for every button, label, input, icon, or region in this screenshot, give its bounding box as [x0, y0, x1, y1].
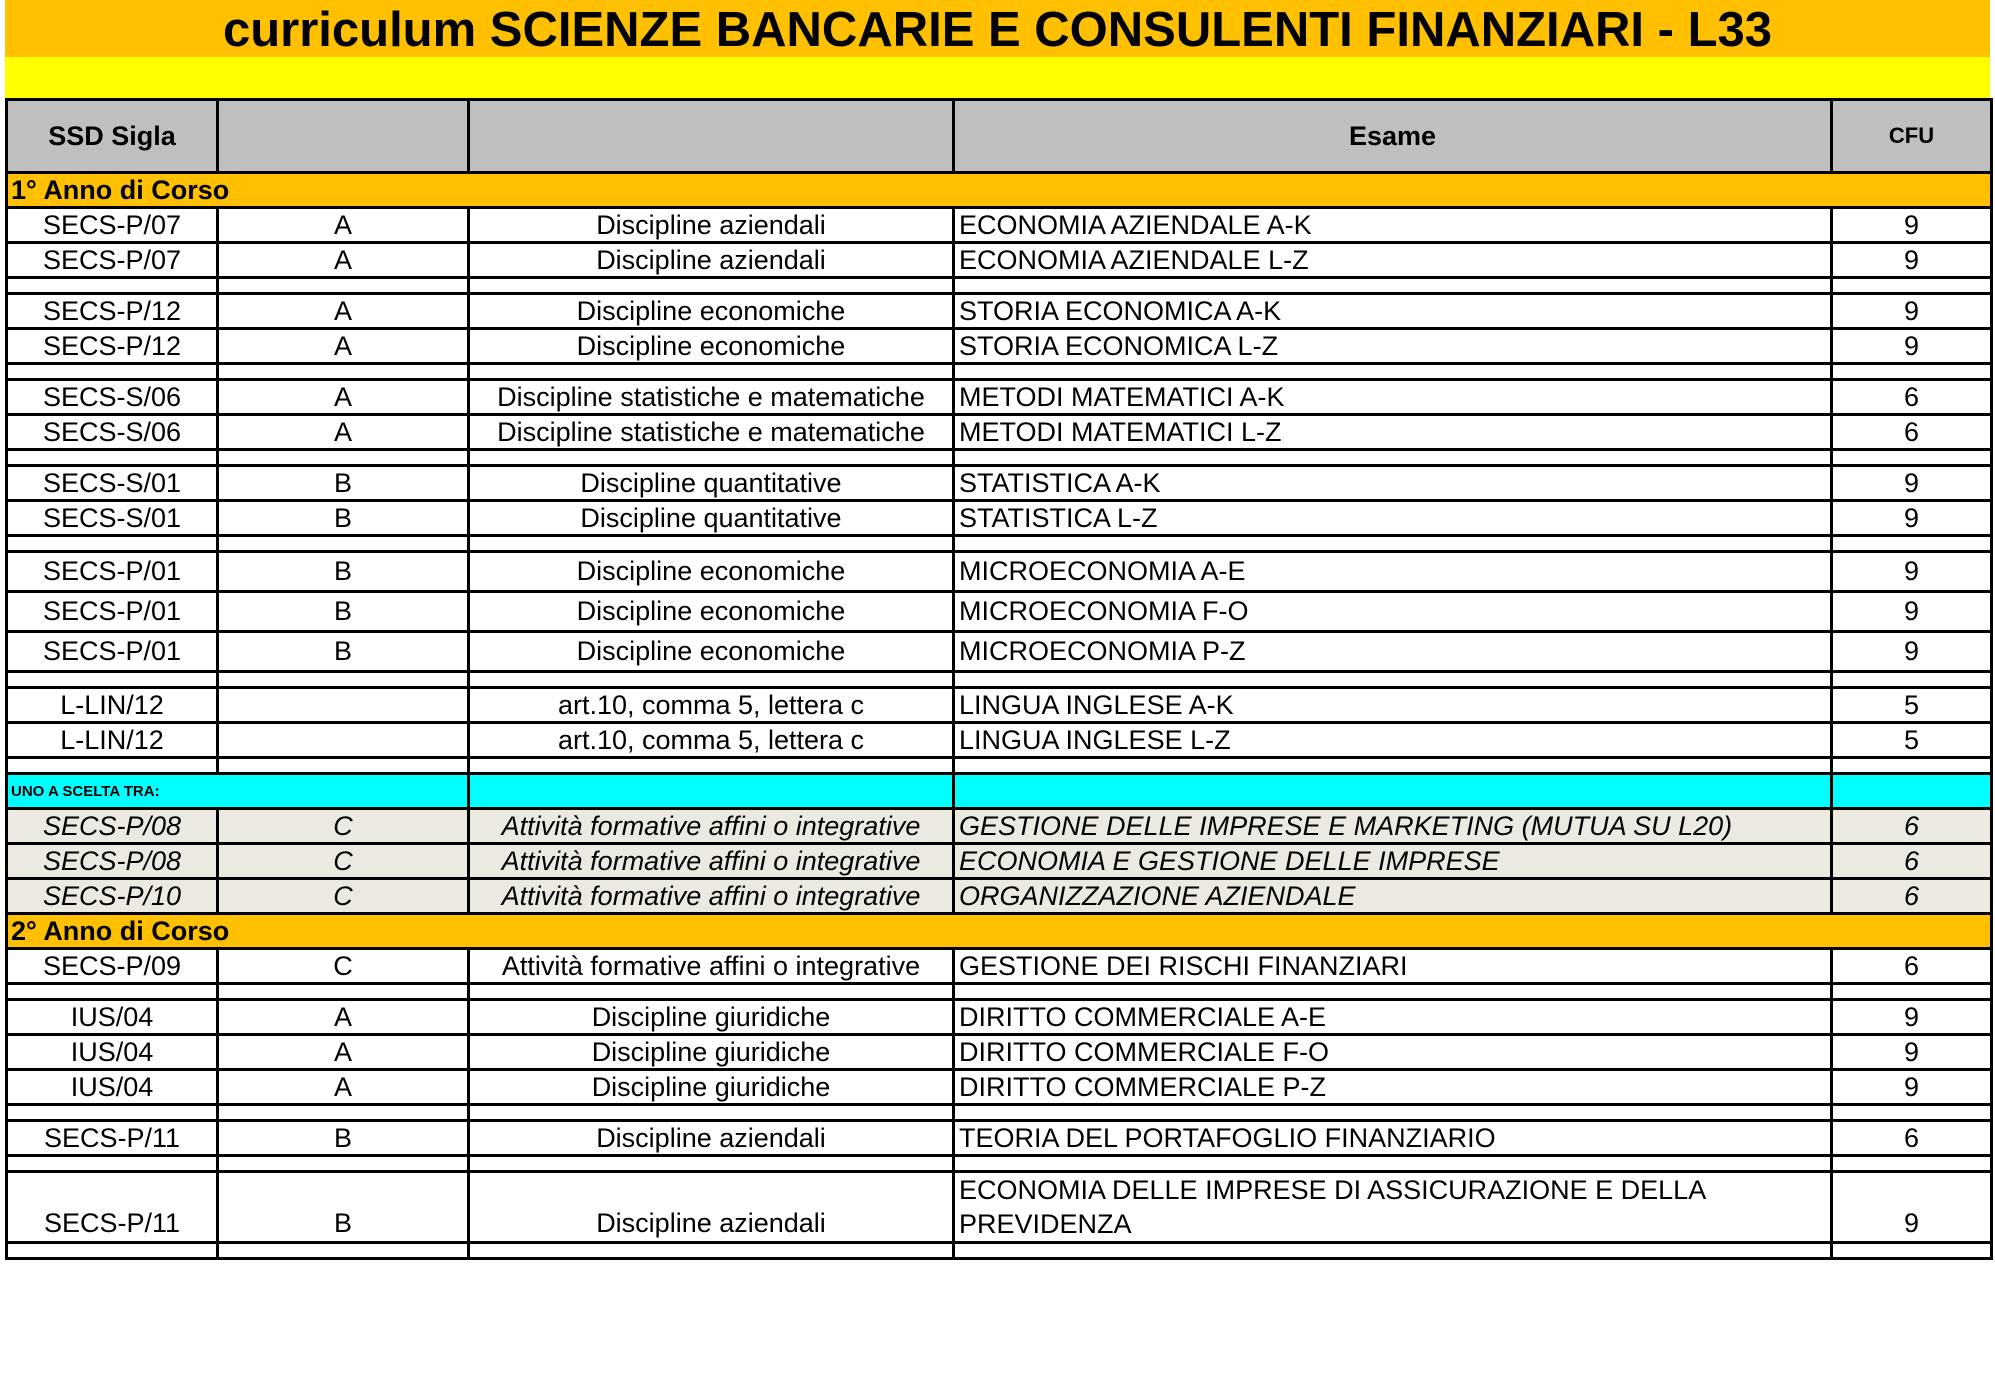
ssd-cell: IUS/04: [7, 1070, 218, 1105]
exam-cell: LINGUA INGLESE L-Z: [954, 723, 1832, 758]
ssd-cell: L-LIN/12: [7, 723, 218, 758]
elective-row: [7, 879, 1992, 914]
ssd-cell: SECS-S/06: [7, 380, 218, 415]
empty-cell: [469, 984, 954, 1000]
cfu-cell: 9: [1832, 1070, 1992, 1105]
area-cell: Discipline statistiche e matematiche: [469, 415, 954, 450]
sigla-cell: [218, 723, 469, 758]
sigla-cell: A: [218, 208, 469, 243]
empty-cell: [218, 536, 469, 552]
exam-cell: STATISTICA A-K: [954, 466, 1832, 501]
spacer-row: [7, 672, 1992, 688]
area-cell: Attività formative affini o integrative: [469, 809, 954, 844]
title-underband: [5, 57, 1990, 98]
sigla-cell: C: [218, 809, 469, 844]
exam-cell: TEORIA DEL PORTAFOGLIO FINANZIARIO: [954, 1121, 1832, 1156]
exam-cell: GESTIONE DEI RISCHI FINANZIARI: [954, 949, 1832, 984]
spacer-row: [7, 1243, 1992, 1259]
empty-cell: [7, 450, 218, 466]
spacer-row: [7, 758, 1992, 774]
cfu-cell: 6: [1832, 380, 1992, 415]
empty-cell: [218, 450, 469, 466]
area-cell: Discipline economiche: [469, 552, 954, 592]
ssd-cell: SECS-P/07: [7, 208, 218, 243]
empty-cell: [1832, 984, 1992, 1000]
cfu-cell: 9: [1832, 1172, 1992, 1243]
cfu-cell: 6: [1832, 415, 1992, 450]
empty-cell: [1832, 450, 1992, 466]
area-cell: Discipline giuridiche: [469, 1070, 954, 1105]
empty-cell: [1832, 758, 1992, 774]
course-row: [7, 632, 1992, 672]
empty-cell: [469, 364, 954, 380]
section-label: 2° Anno di Corso: [7, 914, 1992, 949]
empty-cell: [954, 984, 1832, 1000]
section-header: [7, 914, 1992, 949]
empty-cell: [218, 1243, 469, 1259]
ssd-cell: SECS-S/01: [7, 501, 218, 536]
area-cell: Discipline quantitative: [469, 466, 954, 501]
exam-cell: GESTIONE DELLE IMPRESE E MARKETING (MUTUA SU L20): [954, 809, 1832, 844]
spacer-row: [7, 536, 1992, 552]
area-cell: Discipline giuridiche: [469, 1035, 954, 1070]
exam-cell: METODI MATEMATICI L-Z: [954, 415, 1832, 450]
sigla-cell: A: [218, 294, 469, 329]
spacer-row: [7, 278, 1992, 294]
sigla-cell: B: [218, 592, 469, 632]
empty-cell: [7, 364, 218, 380]
ssd-cell: SECS-P/01: [7, 592, 218, 632]
empty-cell: [1832, 1156, 1992, 1172]
empty-cell: [469, 774, 954, 809]
header-area-column: [469, 100, 954, 173]
course-row: [7, 329, 1992, 364]
empty-cell: [1832, 364, 1992, 380]
empty-cell: [218, 984, 469, 1000]
exam-cell: MICROECONOMIA A-E: [954, 552, 1832, 592]
exam-cell: STATISTICA L-Z: [954, 501, 1832, 536]
area-cell: Discipline economiche: [469, 294, 954, 329]
exam-cell: ECONOMIA DELLE IMPRESE DI ASSICURAZIONE E DELLA PREVIDENZA: [954, 1172, 1832, 1243]
sigla-cell: A: [218, 1070, 469, 1105]
empty-cell: [954, 774, 1832, 809]
empty-cell: [1832, 536, 1992, 552]
elective-row: [7, 809, 1992, 844]
cfu-cell: 9: [1832, 592, 1992, 632]
cfu-cell: 5: [1832, 688, 1992, 723]
sigla-cell: B: [218, 632, 469, 672]
ssd-cell: SECS-P/01: [7, 552, 218, 592]
empty-cell: [469, 758, 954, 774]
spacer-row: [7, 1156, 1992, 1172]
cfu-cell: 9: [1832, 208, 1992, 243]
ssd-cell: SECS-S/06: [7, 415, 218, 450]
area-cell: art.10, comma 5, lettera c: [469, 688, 954, 723]
sigla-cell: A: [218, 243, 469, 278]
cfu-cell: 6: [1832, 844, 1992, 879]
sigla-cell: A: [218, 415, 469, 450]
cfu-cell: 6: [1832, 809, 1992, 844]
cfu-cell: 9: [1832, 1000, 1992, 1035]
empty-cell: [469, 278, 954, 294]
course-row: [7, 688, 1992, 723]
empty-cell: [954, 536, 1832, 552]
area-cell: Discipline quantitative: [469, 501, 954, 536]
empty-cell: [1832, 278, 1992, 294]
choice-label: UNO A SCELTA TRA:: [7, 774, 469, 809]
area-cell: Discipline statistiche e matematiche: [469, 380, 954, 415]
empty-cell: [7, 984, 218, 1000]
area-cell: Discipline aziendali: [469, 208, 954, 243]
area-cell: Discipline economiche: [469, 329, 954, 364]
cfu-cell: 6: [1832, 879, 1992, 914]
empty-cell: [469, 1156, 954, 1172]
exam-cell: ORGANIZZAZIONE AZIENDALE: [954, 879, 1832, 914]
table-body: [7, 173, 1992, 1259]
empty-cell: [218, 1105, 469, 1121]
page-title: curriculum SCIENZE BANCARIE E CONSULENTI FINANZIARI - L33: [5, 0, 1990, 57]
course-row: [7, 243, 1992, 278]
course-row: [7, 1172, 1992, 1243]
cfu-cell: 6: [1832, 949, 1992, 984]
area-cell: Discipline economiche: [469, 632, 954, 672]
cfu-cell: 9: [1832, 466, 1992, 501]
course-row: [7, 1070, 1992, 1105]
course-row: [7, 415, 1992, 450]
header-cfu: CFU: [1832, 100, 1992, 173]
course-row: [7, 723, 1992, 758]
empty-cell: [954, 1156, 1832, 1172]
area-cell: Discipline aziendali: [469, 1172, 954, 1243]
empty-cell: [1832, 774, 1992, 809]
exam-cell: DIRITTO COMMERCIALE P-Z: [954, 1070, 1832, 1105]
empty-cell: [469, 1243, 954, 1259]
empty-cell: [954, 672, 1832, 688]
exam-cell: MICROECONOMIA P-Z: [954, 632, 1832, 672]
empty-cell: [7, 278, 218, 294]
empty-cell: [954, 278, 1832, 294]
empty-cell: [7, 1243, 218, 1259]
ssd-cell: SECS-P/11: [7, 1172, 218, 1243]
exam-cell: STORIA ECONOMICA L-Z: [954, 329, 1832, 364]
section-label: 1° Anno di Corso: [7, 173, 1992, 208]
ssd-cell: SECS-P/10: [7, 879, 218, 914]
elective-choice-row: [7, 774, 1992, 809]
header-row: [7, 100, 1992, 173]
header-ssd-sigla: SSD Sigla: [7, 100, 218, 173]
header-esame: Esame: [954, 100, 1832, 173]
empty-cell: [218, 364, 469, 380]
empty-cell: [954, 1105, 1832, 1121]
elective-row: [7, 844, 1992, 879]
empty-cell: [954, 758, 1832, 774]
empty-cell: [218, 672, 469, 688]
spacer-row: [7, 364, 1992, 380]
exam-cell: LINGUA INGLESE A-K: [954, 688, 1832, 723]
spacer-row: [7, 1105, 1992, 1121]
ssd-cell: SECS-P/07: [7, 243, 218, 278]
area-cell: Discipline aziendali: [469, 243, 954, 278]
course-row: [7, 552, 1992, 592]
spacer-row: [7, 450, 1992, 466]
sigla-cell: [218, 688, 469, 723]
cfu-cell: 9: [1832, 243, 1992, 278]
empty-cell: [954, 364, 1832, 380]
area-cell: Attività formative affini o integrative: [469, 844, 954, 879]
exam-cell: ECONOMIA E GESTIONE DELLE IMPRESE: [954, 844, 1832, 879]
area-cell: Discipline giuridiche: [469, 1000, 954, 1035]
ssd-cell: SECS-P/08: [7, 844, 218, 879]
empty-cell: [1832, 1105, 1992, 1121]
cfu-cell: 9: [1832, 294, 1992, 329]
ssd-cell: SECS-P/11: [7, 1121, 218, 1156]
ssd-cell: IUS/04: [7, 1035, 218, 1070]
exam-cell: STORIA ECONOMICA A-K: [954, 294, 1832, 329]
ssd-cell: IUS/04: [7, 1000, 218, 1035]
sigla-cell: C: [218, 949, 469, 984]
exam-cell: DIRITTO COMMERCIALE F-O: [954, 1035, 1832, 1070]
ssd-cell: SECS-P/12: [7, 294, 218, 329]
area-cell: Attività formative affini o integrative: [469, 949, 954, 984]
cfu-cell: 9: [1832, 1035, 1992, 1070]
course-row: [7, 208, 1992, 243]
ssd-cell: SECS-S/01: [7, 466, 218, 501]
area-cell: art.10, comma 5, lettera c: [469, 723, 954, 758]
empty-cell: [469, 536, 954, 552]
curriculum-table: [5, 98, 1993, 1260]
sigla-cell: A: [218, 380, 469, 415]
sigla-cell: B: [218, 1172, 469, 1243]
sigla-cell: A: [218, 1035, 469, 1070]
empty-cell: [218, 1156, 469, 1172]
course-row: [7, 1035, 1992, 1070]
exam-cell: DIRITTO COMMERCIALE A-E: [954, 1000, 1832, 1035]
empty-cell: [218, 278, 469, 294]
area-cell: Discipline economiche: [469, 592, 954, 632]
empty-cell: [469, 672, 954, 688]
spacer-row: [7, 984, 1992, 1000]
empty-cell: [954, 1243, 1832, 1259]
ssd-cell: SECS-P/01: [7, 632, 218, 672]
course-row: [7, 501, 1992, 536]
sigla-cell: B: [218, 1121, 469, 1156]
cfu-cell: 9: [1832, 632, 1992, 672]
course-row: [7, 592, 1992, 632]
exam-cell: MICROECONOMIA F-O: [954, 592, 1832, 632]
empty-cell: [469, 1105, 954, 1121]
exam-cell: METODI MATEMATICI A-K: [954, 380, 1832, 415]
exam-cell: ECONOMIA AZIENDALE A-K: [954, 208, 1832, 243]
cfu-cell: 9: [1832, 552, 1992, 592]
sigla-cell: C: [218, 844, 469, 879]
sigla-cell: A: [218, 329, 469, 364]
area-cell: Discipline aziendali: [469, 1121, 954, 1156]
course-row: [7, 1000, 1992, 1035]
ssd-cell: L-LIN/12: [7, 688, 218, 723]
empty-cell: [1832, 672, 1992, 688]
course-row: [7, 1121, 1992, 1156]
ssd-cell: SECS-P/08: [7, 809, 218, 844]
cfu-cell: 5: [1832, 723, 1992, 758]
empty-cell: [7, 1156, 218, 1172]
sigla-cell: B: [218, 466, 469, 501]
empty-cell: [7, 536, 218, 552]
course-row: [7, 294, 1992, 329]
empty-cell: [7, 1105, 218, 1121]
cfu-cell: 6: [1832, 1121, 1992, 1156]
empty-cell: [469, 450, 954, 466]
empty-cell: [7, 758, 218, 774]
empty-cell: [218, 758, 469, 774]
empty-cell: [7, 672, 218, 688]
section-header: [7, 173, 1992, 208]
sigla-cell: A: [218, 1000, 469, 1035]
course-row: [7, 380, 1992, 415]
cfu-cell: 9: [1832, 329, 1992, 364]
ssd-cell: SECS-P/12: [7, 329, 218, 364]
sigla-cell: B: [218, 501, 469, 536]
cfu-cell: 9: [1832, 501, 1992, 536]
empty-cell: [1832, 1243, 1992, 1259]
course-row: [7, 949, 1992, 984]
ssd-cell: SECS-P/09: [7, 949, 218, 984]
course-row: [7, 466, 1992, 501]
header-sigla-column: [218, 100, 469, 173]
sigla-cell: C: [218, 879, 469, 914]
empty-cell: [954, 450, 1832, 466]
area-cell: Attività formative affini o integrative: [469, 879, 954, 914]
sigla-cell: B: [218, 552, 469, 592]
exam-cell: ECONOMIA AZIENDALE L-Z: [954, 243, 1832, 278]
